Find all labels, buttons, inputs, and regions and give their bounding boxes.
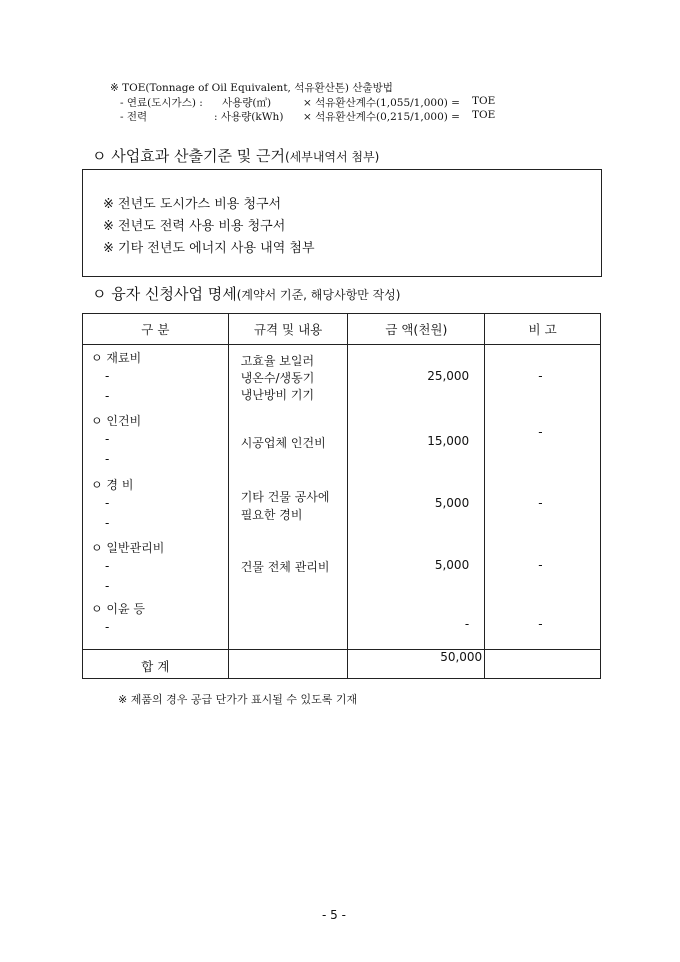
footnote: ※ 제품의 경우 공급 단가가 표시될 수 있도록 기재	[118, 693, 358, 706]
total-remarks-cell	[485, 650, 601, 679]
total-row	[83, 650, 601, 679]
total-amount: 50,000	[440, 650, 483, 664]
table-body-row	[83, 345, 601, 650]
remark-value: -	[538, 369, 543, 383]
header-amount: 금 액(천원)	[348, 314, 485, 345]
loan-title-note: (계약서 기준, 해당사항만 작성)	[236, 288, 401, 302]
spec-line: 기타 건물 공사에	[240, 490, 330, 504]
category-dash: -	[105, 579, 110, 593]
category-dash: -	[105, 559, 110, 573]
toe-row-factor: × 석유환산계수(1,055/1,000) =	[303, 97, 460, 109]
toe-row-usage: 사용량(㎥)	[222, 97, 272, 109]
category-cell	[83, 345, 229, 650]
spec-line: 냉온수/생동기	[240, 371, 315, 385]
amount-value: 5,000	[434, 496, 470, 510]
toe-row-factor: × 석유환산계수(0,215/1,000) =	[303, 111, 460, 123]
basis-item: ※ 전년도 전력 사용 비용 청구서	[103, 219, 286, 234]
remarks-cell	[485, 345, 601, 650]
category-name: ㅇ 일반관리비	[91, 541, 165, 555]
page-number: - 5 -	[322, 908, 346, 922]
toe-row-usage: : 사용량(kWh)	[214, 111, 284, 123]
category-dash: -	[105, 432, 110, 446]
basis-section-title	[92, 145, 379, 166]
loan-detail-table	[82, 313, 601, 679]
amount-value: 15,000	[427, 434, 470, 448]
category-name: ㅇ 이윤 등	[91, 602, 145, 616]
table-header-row	[83, 314, 601, 345]
amount-cell	[348, 345, 485, 650]
remark-value: -	[538, 425, 543, 439]
amount-value: 5,000	[434, 558, 470, 572]
toe-row-unit: TOE	[472, 95, 496, 107]
total-spec-cell	[228, 650, 348, 679]
basis-item: ※ 기타 전년도 에너지 사용 내역 첨부	[103, 241, 315, 256]
basis-box	[82, 169, 602, 277]
spec-line: 고효율 보일러	[240, 354, 315, 368]
header-spec: 규격 및 내용	[228, 314, 348, 345]
toe-row-label: - 전력	[120, 111, 148, 123]
remark-value: -	[538, 617, 543, 631]
basis-title-text: ㅇ 사업효과 산출기준 및 근거	[92, 147, 285, 165]
loan-title-text: ㅇ 융자 신청사업 명세	[92, 285, 237, 303]
category-name: ㅇ 인건비	[91, 414, 142, 428]
spec-cell	[228, 345, 348, 650]
category-dash: -	[105, 452, 110, 466]
category-name: ㅇ 경 비	[91, 478, 134, 492]
toe-row-label: - 연료(도시가스) :	[120, 97, 203, 109]
category-name: ㅇ 재료비	[91, 351, 142, 365]
toe-row-unit: TOE	[472, 109, 496, 121]
total-amount-cell	[348, 650, 485, 679]
header-category: 구 분	[83, 314, 229, 345]
spec-line: 시공업체 인건비	[240, 436, 326, 450]
spec-line: 건물 전체 관리비	[240, 560, 330, 574]
amount-value: -	[464, 617, 470, 631]
basis-title-note: (세부내역서 첨부)	[284, 150, 380, 164]
category-dash: -	[105, 516, 110, 530]
category-dash: -	[105, 389, 110, 403]
basis-item: ※ 전년도 도시가스 비용 청구서	[103, 197, 282, 212]
loan-section-title	[92, 283, 400, 304]
total-label: 합 계	[141, 659, 170, 674]
remark-value: -	[538, 496, 543, 510]
category-dash: -	[105, 369, 110, 383]
spec-line: 필요한 경비	[240, 508, 303, 522]
total-label-cell	[83, 650, 229, 679]
header-remarks: 비 고	[485, 314, 601, 345]
remark-value: -	[538, 558, 543, 572]
amount-value: 25,000	[427, 369, 470, 383]
spec-line: 냉난방비 기기	[240, 388, 315, 402]
category-dash: -	[105, 496, 110, 510]
toe-heading: ※ TOE(Tonnage of Oil Equivalent, 석유환산톤) 산출방법	[110, 82, 393, 94]
category-dash: -	[105, 620, 110, 634]
